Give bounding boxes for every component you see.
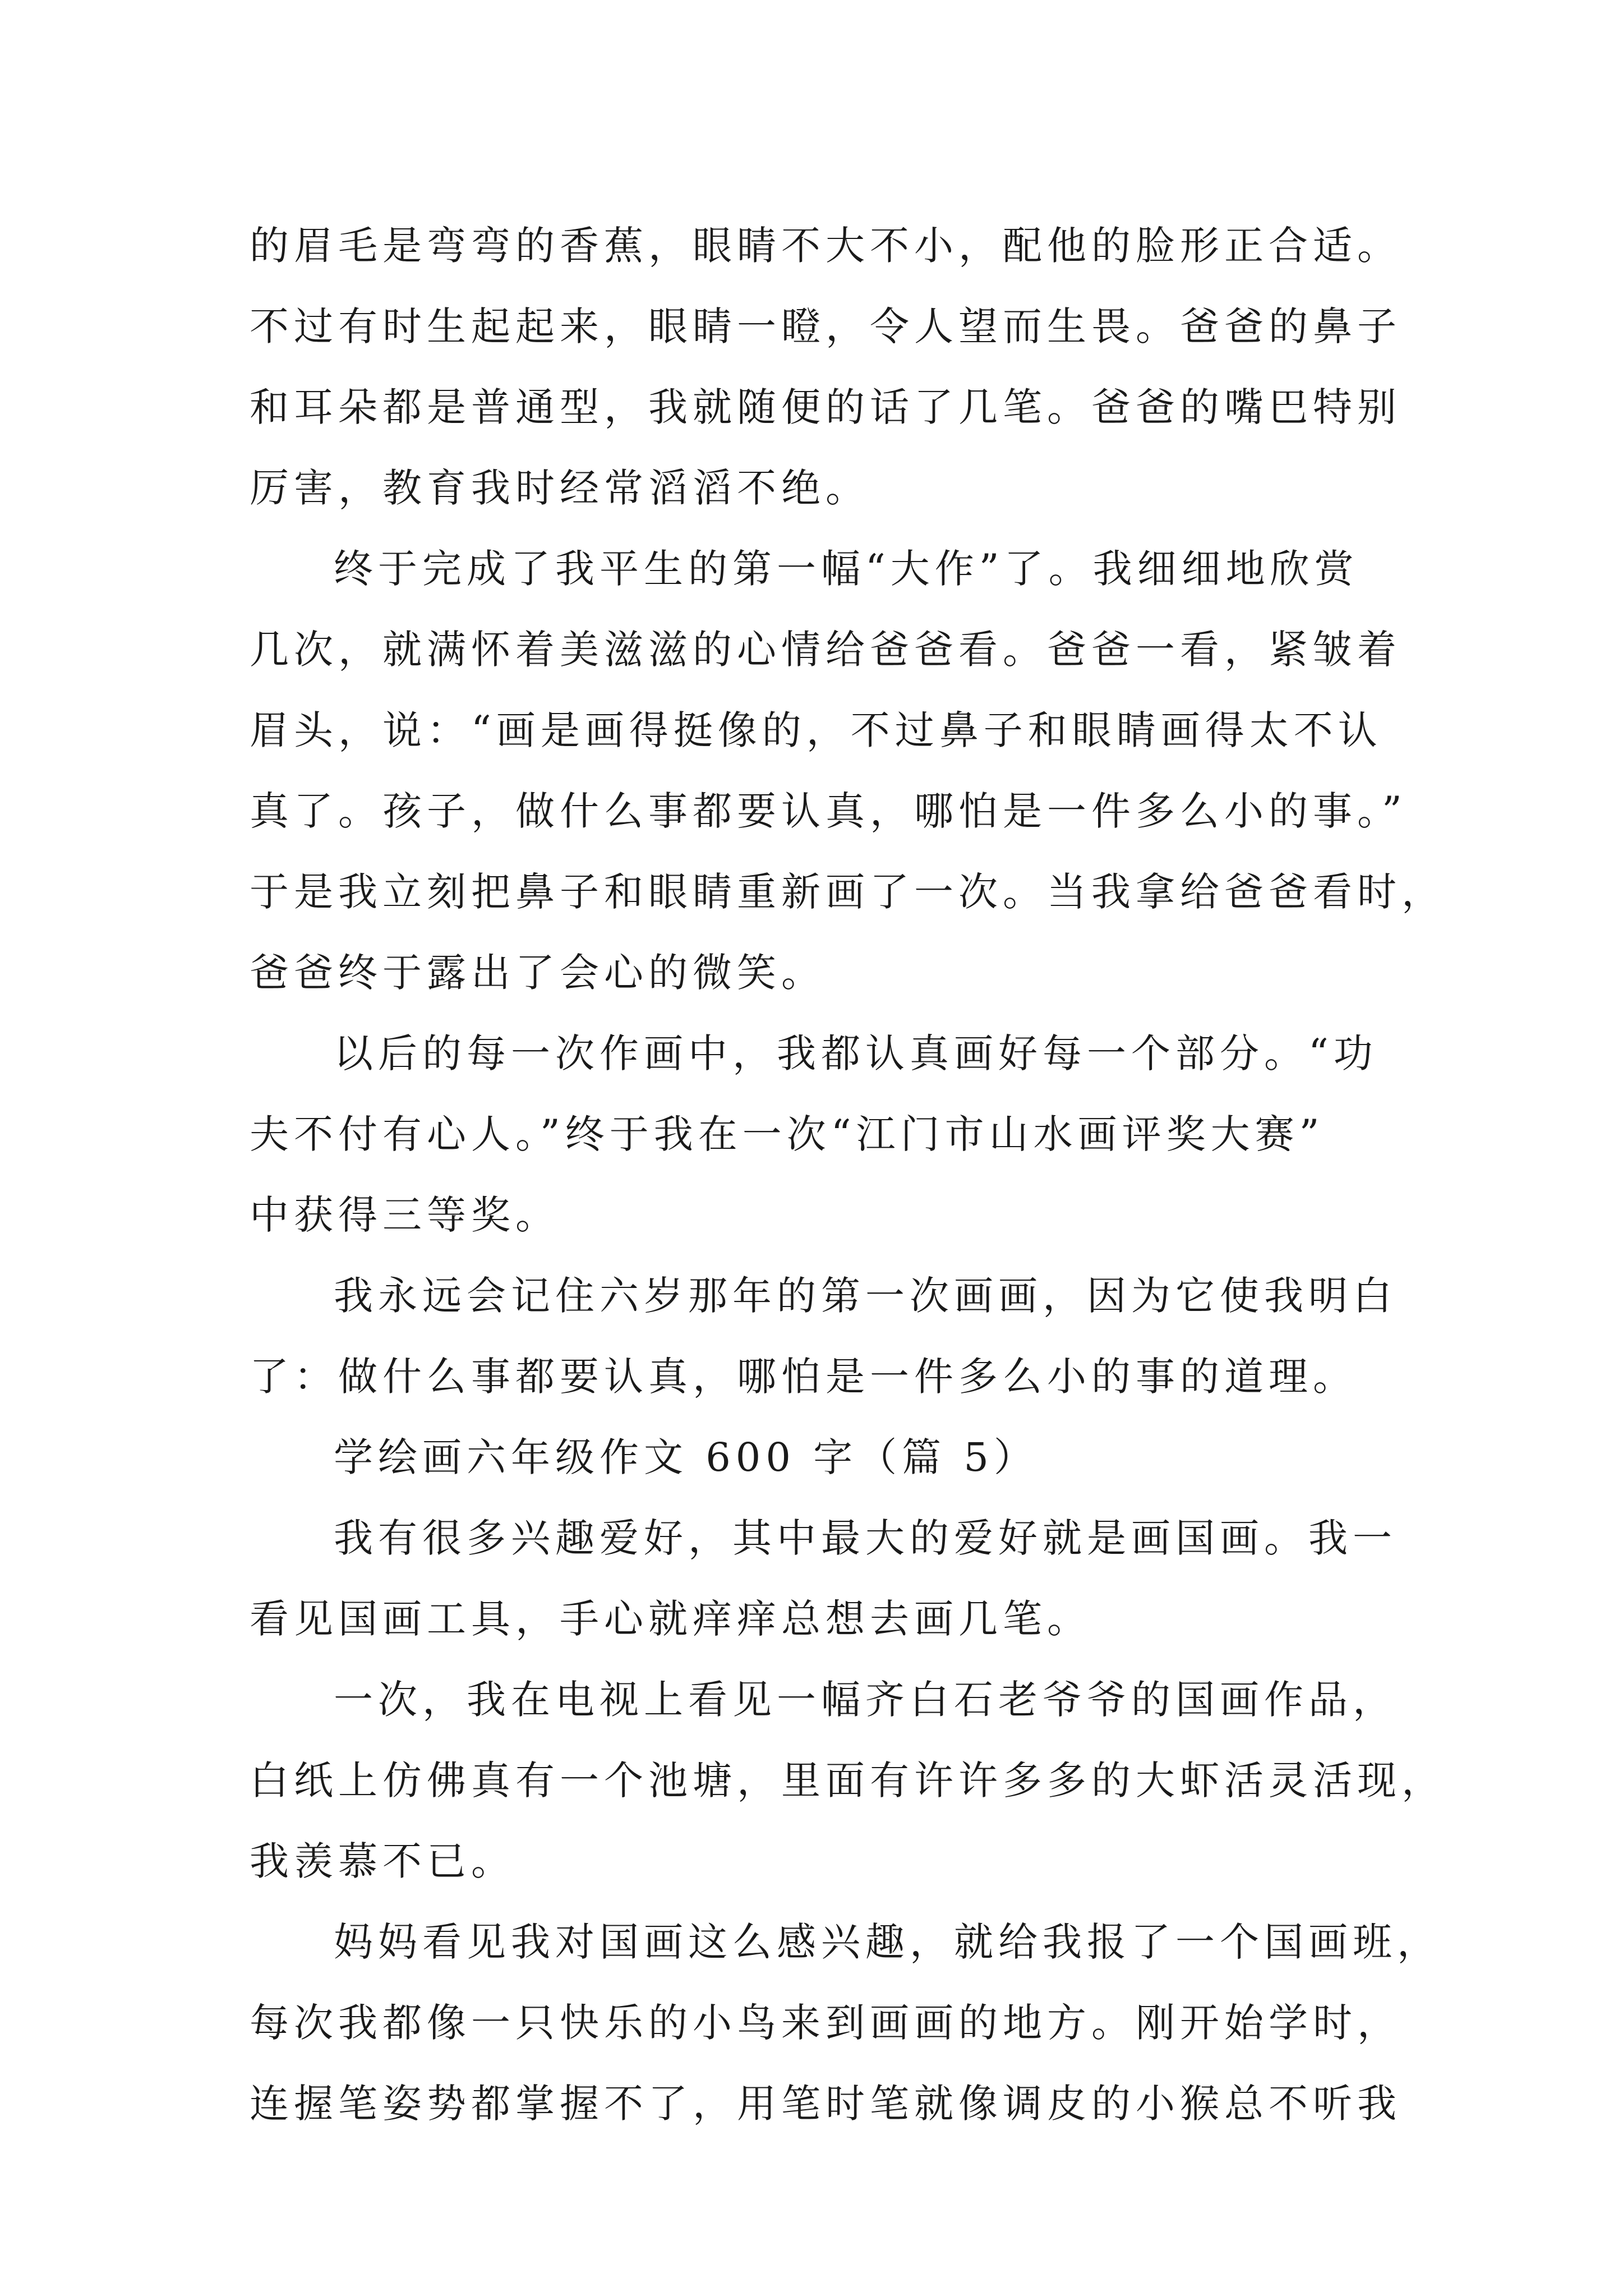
paragraph <box>250 1417 1388 1498</box>
paragraph <box>250 1902 1441 2144</box>
paragraph <box>250 1255 1397 1417</box>
paragraph <box>250 205 1401 528</box>
text-line: 以后的每一次作画中，我都认真画好每一个部分。“功 <box>334 1030 1378 1076</box>
paragraph <box>250 528 1446 1013</box>
text-line: 厉害，教育我时经常滔滔不绝。 <box>250 465 870 511</box>
text-line: 夫不付有心人。”终于我在一次“江门市山水画评奖大赛” <box>250 1111 1325 1157</box>
text-line: 了：做什么事都要认真，哪怕是一件多么小的事的道理。 <box>250 1354 1357 1400</box>
text-line: 每次我都像一只快乐的小鸟来到画画的地方。刚开始学时， <box>250 2000 1401 2046</box>
text-line: 终于完成了我平生的第一幅“大作”了。我细细地欣赏 <box>334 546 1359 592</box>
text-line: 看见国画工具，手心就痒痒总想去画几笔。 <box>250 1596 1091 1642</box>
text-line: 我永远会记住六岁那年的第一次画画，因为它使我明白 <box>334 1273 1397 1319</box>
text-line: 爸爸终于露出了会心的微笑。 <box>250 950 826 996</box>
text-line: 的眉毛是弯弯的香蕉，眼睛不大不小，配他的脸形正合适。 <box>250 223 1401 269</box>
text-line: 眉头，说：“画是画得挺像的，不过鼻子和眼睛画得太不认 <box>250 707 1382 753</box>
text-line: 不过有时生起起来，眼睛一瞪，令人望而生畏。爸爸的鼻子 <box>250 303 1401 349</box>
text-line: 我羡慕不已。 <box>250 1838 515 1884</box>
text-line: 一次，我在电视上看见一幅齐白石老爷爷的国画作品， <box>334 1677 1397 1723</box>
text-line: 真了。孩子，做什么事都要认真，哪怕是一件多么小的事。” <box>250 788 1407 834</box>
text-line: 于是我立刻把鼻子和眼睛重新画了一次。当我拿给爸爸看时， <box>250 869 1446 915</box>
text-line: 妈妈看见我对国画这么感兴趣，就给我报了一个国画班， <box>334 1919 1441 1965</box>
paragraph <box>250 1013 1388 1255</box>
text-line: 和耳朵都是普通型，我就随便的话了几笔。爸爸的嘴巴特别 <box>250 384 1401 430</box>
text-line: 学绘画六年级作文 600 字（篇 5） <box>334 1434 1038 1480</box>
document-body <box>250 205 1446 2144</box>
text-line: 我有很多兴趣爱好，其中最大的爱好就是画国画。我一 <box>334 1515 1397 1561</box>
text-line: 白纸上仿佛真有一个池塘，里面有许许多多的大虾活灵活现， <box>250 1757 1446 1803</box>
paragraph <box>250 1498 1397 1659</box>
text-line: 几次，就满怀着美滋滋的心情给爸爸看。爸爸一看，紧皱着 <box>250 627 1401 673</box>
text-line: 中获得三等奖。 <box>250 1192 560 1238</box>
text-line: 连握笔姿势都掌握不了，用笔时笔就像调皮的小猴总不听我 <box>250 2081 1401 2127</box>
paragraph <box>250 1659 1446 1902</box>
